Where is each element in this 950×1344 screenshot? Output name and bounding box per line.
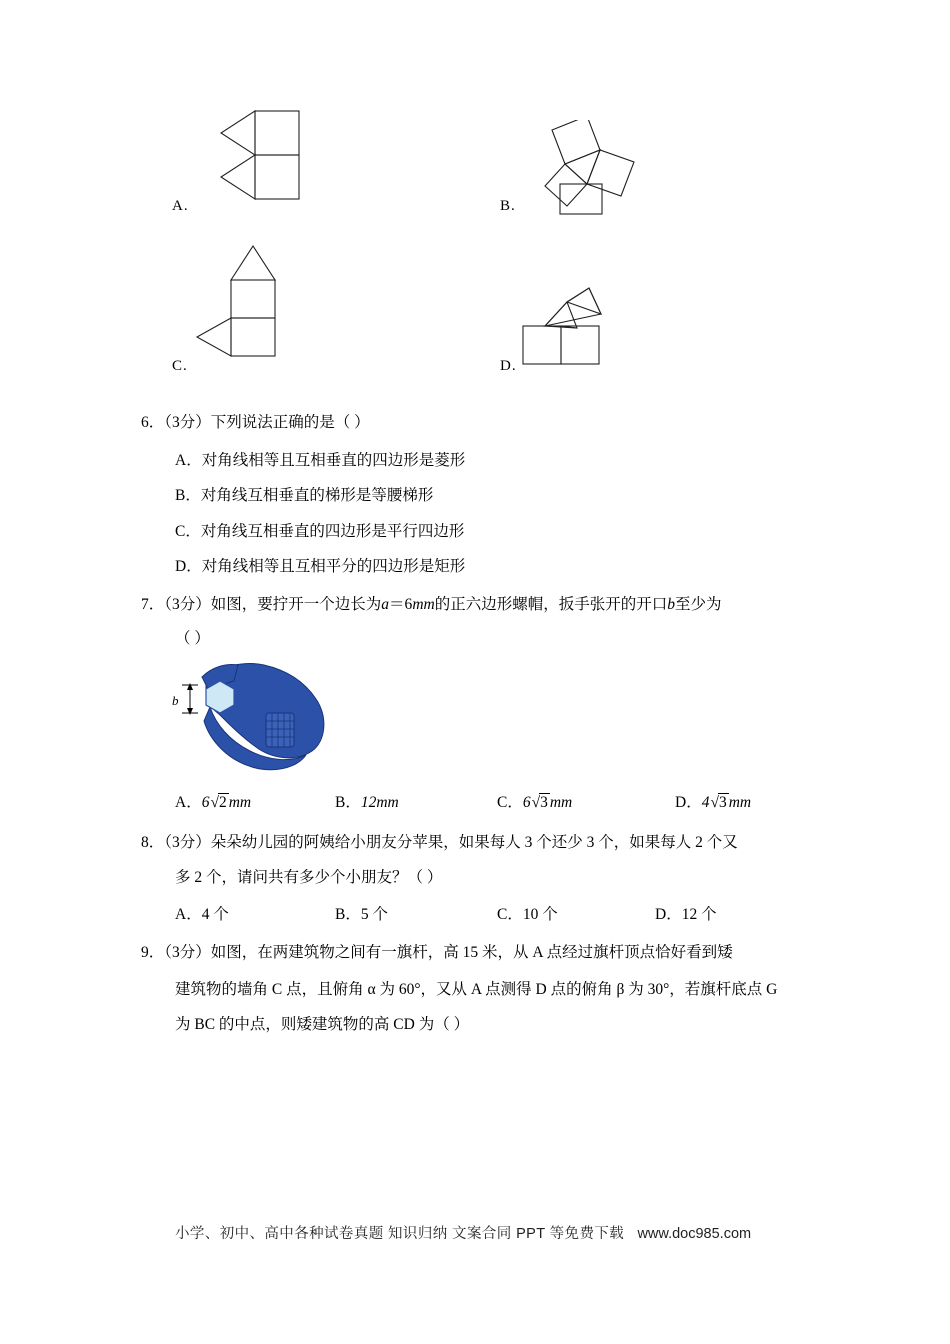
q7-choice-c-tag: C． <box>497 794 523 811</box>
question-7-stem-line2: （ ） <box>175 630 210 647</box>
question-9-stem-line1 <box>141 940 733 962</box>
q7-score-text: （3分） <box>164 596 211 613</box>
question-6-number <box>141 410 370 432</box>
q7-num-text: 7． <box>141 596 165 613</box>
footer <box>175 1222 751 1243</box>
q7-choice-c-unit: mm <box>549 794 573 811</box>
q7-choice-d-tag: D． <box>675 794 702 811</box>
option-d-label: D. <box>500 358 517 374</box>
q7-choice-b-unit: mm <box>376 794 399 811</box>
option-a-figure <box>175 95 305 205</box>
net-b-svg <box>505 120 685 220</box>
q6-choice-d: D．对角线相等且互相平分的四边形是矩形 <box>175 558 466 575</box>
q8-choice-d: D．12 个 <box>655 906 717 923</box>
question-9-stem-line2: 建筑物的墙角 C 点，且俯角 α 为 60°，又从 A 点测得 D 点的俯角 β 为 30°，若旗杆底点 G <box>175 981 778 998</box>
question-8-stem-line2: 多 2 个，请问共有多少个小朋友？（ ） <box>175 869 443 886</box>
q7-unit-mm: mm <box>412 596 435 613</box>
q7-stem-part3: 至少为 <box>674 596 722 613</box>
q8-num-text: 8． <box>141 834 165 851</box>
q7-choice-a-coef: 6 <box>201 794 210 811</box>
q7-stem-part2: 的正六边形螺帽，扳手张开的开口 <box>434 596 668 613</box>
q6-stem-text: 下列说法正确的是（ ） <box>210 414 370 431</box>
q7-choice-d-radicand: 3 <box>718 794 727 811</box>
option-b-label: B. <box>500 198 516 214</box>
dimension-b-label: b <box>172 693 179 708</box>
q6-choice-b: B．对角线互相垂直的梯形是等腰梯形 <box>175 487 434 504</box>
q7-choice-a-unit: mm <box>228 794 252 811</box>
net-d-svg <box>505 280 665 375</box>
q7-choice-c <box>497 790 572 812</box>
q7-stem-part1: 如图，要拧开一个边长为 <box>210 596 382 613</box>
q6-score-text: （3分） <box>164 414 211 431</box>
q7-choice-b-coef: 12 <box>360 794 377 811</box>
q7-choice-b-tag: B． <box>335 794 361 811</box>
q7-choice-d <box>675 790 751 812</box>
q9-score-text: （3分） <box>164 944 211 961</box>
q7-choice-c-sqrt: √3 <box>531 794 548 811</box>
q7-choice-b <box>335 790 399 812</box>
q7-var-b: b <box>667 596 675 613</box>
q7-choice-c-radicand: 3 <box>540 794 548 811</box>
option-c-label: C. <box>172 358 188 374</box>
q7-choice-d-sqrt: √3 <box>710 794 727 811</box>
wrench-figure <box>168 655 358 775</box>
footer-text: 小学、初中、高中各种试卷真题 知识归纳 文案合同 PPT 等免费下载 <box>175 1226 625 1242</box>
question-7-stem-line1 <box>141 592 721 614</box>
wrench-knurl <box>266 713 294 747</box>
q7-var-a: a <box>381 596 390 613</box>
option-d-figure <box>505 280 665 375</box>
q9-num-text: 9． <box>141 944 165 961</box>
q7-choice-d-coef: 4 <box>701 794 710 811</box>
dimension-b <box>182 683 198 715</box>
q7-choice-d-unit: mm <box>728 794 752 811</box>
q7-choice-c-coef: 6 <box>522 794 531 811</box>
question-9-stem-line3: 为 BC 的中点，则矮建筑物的高 CD 为（ ） <box>175 1016 470 1033</box>
footer-site: www.doc985.com <box>637 1226 752 1242</box>
q7-choice-a-radicand: 2 <box>218 794 227 811</box>
q8-stem-1: 朵朵幼儿园的阿姨给小朋友分苹果，如果每人 3 个还少 3 个，如果每人 2 个又 <box>210 834 738 851</box>
q7-choice-a-tag: A． <box>175 794 202 811</box>
q7-choice-a-sqrt: √2 <box>210 794 227 811</box>
q8-choice-c: C．10 个 <box>497 906 558 923</box>
q8-score-text: （3分） <box>164 834 211 851</box>
net-c-svg <box>175 236 305 366</box>
q6-choice-a: A．对角线相等且互相垂直的四边形是菱形 <box>175 452 466 469</box>
option-a-label: A. <box>172 198 189 214</box>
wrench-svg <box>168 655 358 775</box>
net-a-svg <box>175 95 305 205</box>
option-b-figure <box>505 120 685 220</box>
question-8-stem-line1 <box>141 830 738 852</box>
q6-choice-c: C．对角线互相垂直的四边形是平行四边形 <box>175 523 465 540</box>
q6-num-text: 6． <box>141 414 165 431</box>
q7-choice-a <box>175 790 251 812</box>
q8-choice-a: A．4 个 <box>175 906 229 923</box>
q7-eq: ＝6 <box>389 596 413 613</box>
q8-choice-b: B．5 个 <box>335 906 388 923</box>
option-c-figure <box>175 236 305 366</box>
q9-stem-1: 如图，在两建筑物之间有一旗杆，高 15 米，从 A 点经过旗杆顶点恰好看到矮 <box>210 944 733 961</box>
